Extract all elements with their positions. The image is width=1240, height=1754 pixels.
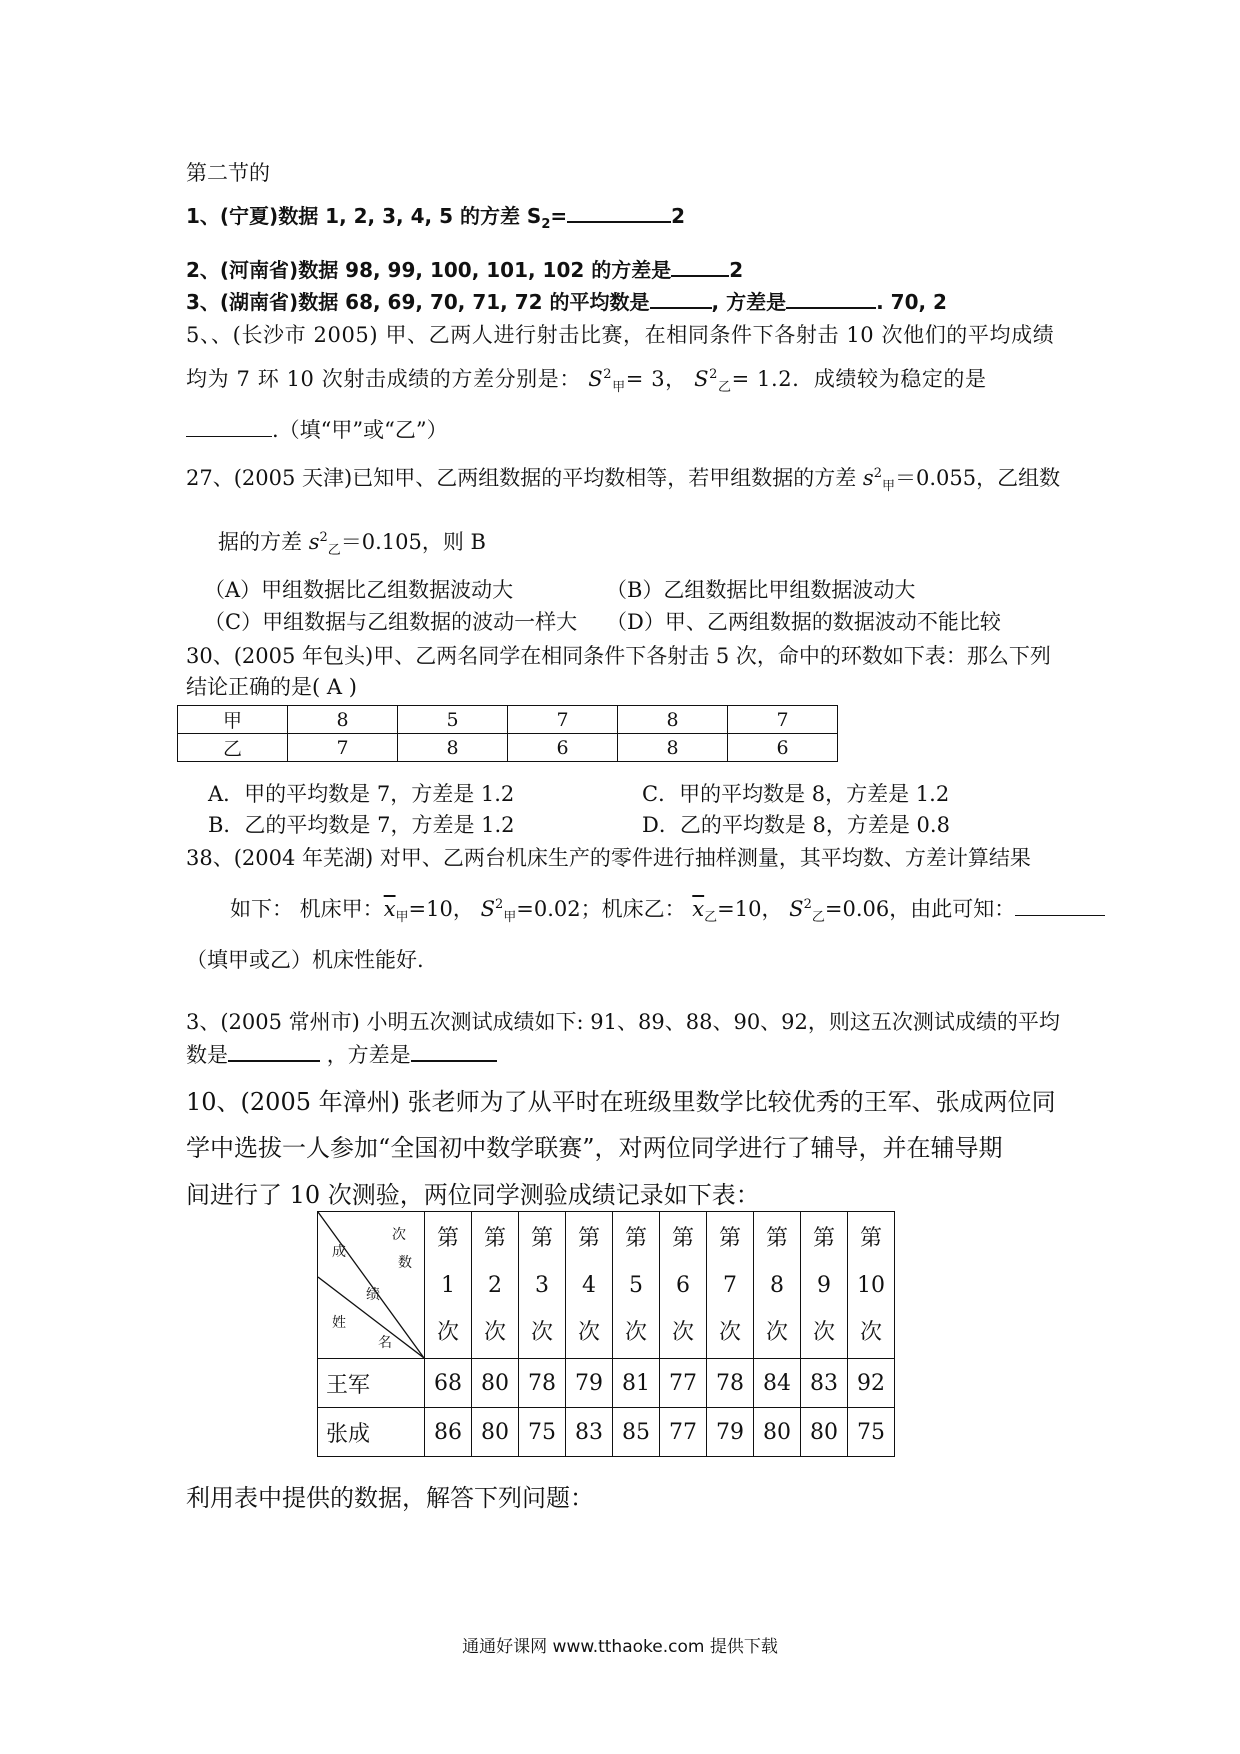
table-cell: 乙 (178, 734, 288, 762)
table-header-row (318, 1212, 895, 1359)
diag-label-shu: 数 (398, 1255, 412, 1271)
question-3b-line2: 数是 ，方差是 (186, 1039, 497, 1069)
page-footer: 通通好课网 www.tthaoke.com 提供下载 (462, 1637, 778, 1657)
diag-label-xing: 姓 (332, 1315, 346, 1331)
test-header: 第 10 次 (848, 1212, 895, 1359)
section-title: 第二节的 (186, 161, 270, 185)
table-row (178, 734, 838, 762)
table-row (318, 1359, 895, 1408)
score-cell: 80 (472, 1359, 519, 1408)
question-27-option-b: （B）乙组数据比甲组数据波动大 (606, 578, 916, 602)
score-cell: 83 (801, 1359, 848, 1408)
score-cell: 81 (613, 1359, 660, 1408)
table-cell: 8 (288, 706, 398, 734)
diag-label-ming: 名 (378, 1335, 392, 1351)
test-header: 第 5 次 (613, 1212, 660, 1359)
question-10-after: 利用表中提供的数据，解答下列问题： (186, 1484, 594, 1512)
test-scores-table (317, 1211, 895, 1457)
question-10-line2: 学中选拔一人参加“全国初中数学联赛”，对两位同学进行了辅导，并在辅导期 (186, 1134, 1003, 1162)
score-cell: 86 (425, 1408, 472, 1457)
score-cell: 80 (472, 1408, 519, 1457)
question-27-line1: 27、(2005 天津)已知甲、乙两组数据的平均数相等，若甲组数据的方差 $s^2_甲=0.055$，乙组数 (186, 466, 1061, 495)
question-5-line3: .（填“甲”或“乙”） (186, 414, 448, 444)
table-cell: 8 (618, 734, 728, 762)
question-27-line2: 据的方差 $s^2_乙=0.105$，则 B (218, 530, 486, 559)
test-header: 第 9 次 (801, 1212, 848, 1359)
student-name: 王军 (318, 1359, 425, 1408)
test-header: 第 8 次 (754, 1212, 801, 1359)
table-cell: 7 (508, 706, 618, 734)
score-cell: 68 (425, 1359, 472, 1408)
question-5-line2: 均为 7 环 10 次射击成绩的方差分别是： $S^2_甲= 3$， $S^2_乙= 1.2$．成绩较为稳定的是 (186, 367, 987, 396)
score-cell: 85 (613, 1408, 660, 1457)
shooting-table (177, 705, 838, 762)
diag-label-cheng: 成 (332, 1244, 346, 1260)
test-header: 第 4 次 (566, 1212, 613, 1359)
table-row (178, 706, 838, 734)
question-3b-line1: 3、(2005 常州市) 小明五次测试成绩如下: 91、89、88、90、92，则这五次测试成绩的平均 (186, 1010, 1060, 1034)
student-name: 张成 (318, 1408, 425, 1457)
table-row (318, 1408, 895, 1457)
table-cell: 甲 (178, 706, 288, 734)
question-30-option-c: C．甲的平均数是 8，方差是 1.2 (642, 782, 950, 806)
question-30-line1: 30、(2005 年包头)甲、乙两名同学在相同条件下各射击 5 次，命中的环数如下表：那么下列 (186, 644, 1051, 668)
score-cell: 84 (754, 1359, 801, 1408)
question-1: 1、(宁夏)数据 1, 2, 3, 4, 5 的方差 $S_2= 2$ (186, 204, 686, 232)
score-cell: 79 (707, 1408, 754, 1457)
question-2: 2、(河南省)数据 98, 99, 100, 101, 102 的方差是 2 (186, 258, 744, 282)
question-5-line1: 5、、(长沙市 2005) 甲、乙两人进行射击比赛，在相同条件下各射击 10 次他们的平均成绩 (186, 323, 1055, 347)
score-cell: 75 (519, 1408, 566, 1457)
question-10-line1: 10、(2005 年漳州) 张老师为了从平时在班级里数学比较优秀的王军、张成两位同 (186, 1088, 1056, 1116)
question-27-option-d: （D）甲、乙两组数据的数据波动不能比较 (606, 610, 1001, 634)
diag-label-ci: 次 (392, 1227, 406, 1243)
table-cell: 8 (618, 706, 728, 734)
question-30-option-b: B．乙的平均数是 7，方差是 1.2 (208, 813, 515, 837)
score-cell: 75 (848, 1408, 895, 1457)
score-cell: 80 (801, 1408, 848, 1457)
question-27-option-c: （C）甲组数据与乙组数据的波动一样大 (204, 610, 578, 634)
test-header: 第 2 次 (472, 1212, 519, 1359)
diagonal-lines (318, 1212, 424, 1358)
question-30-option-d: D．乙的平均数是 8，方差是 0.8 (642, 813, 950, 837)
table-cell: 7 (728, 706, 838, 734)
score-cell: 77 (660, 1359, 707, 1408)
test-header: 第 1 次 (425, 1212, 472, 1359)
question-27-option-a: （A）甲组数据比乙组数据波动大 (204, 578, 514, 602)
test-header: 第 3 次 (519, 1212, 566, 1359)
question-38-line1: 38、(2004 年芜湖) 对甲、乙两台机床生产的零件进行抽样测量，其平均数、方差计算结果 (186, 846, 1031, 870)
test-header: 第 7 次 (707, 1212, 754, 1359)
test-header: 第 6 次 (660, 1212, 707, 1359)
table-cell: 7 (288, 734, 398, 762)
score-cell: 92 (848, 1359, 895, 1408)
score-cell: 80 (754, 1408, 801, 1457)
table-cell: 6 (728, 734, 838, 762)
score-cell: 78 (707, 1359, 754, 1408)
diagonal-header-cell (318, 1212, 425, 1359)
score-cell: 79 (566, 1359, 613, 1408)
question-3: 3、(湖南省)数据 68, 69, 70, 71, 72 的平均数是 , 方差是 . 70, 2 (186, 290, 947, 314)
table-cell: 5 (398, 706, 508, 734)
diag-label-ji: 绩 (366, 1287, 380, 1303)
score-cell: 77 (660, 1408, 707, 1457)
question-38-line3: （填甲或乙）机床性能好. (186, 948, 424, 972)
table-cell: 6 (508, 734, 618, 762)
score-cell: 83 (566, 1408, 613, 1457)
question-30-option-a: A．甲的平均数是 7，方差是 1.2 (208, 782, 515, 806)
question-30-line2: 结论正确的是( A ) (186, 675, 357, 699)
table-cell: 8 (398, 734, 508, 762)
score-cell: 78 (519, 1359, 566, 1408)
question-10-line3: 间进行了 10 次测验，两位同学测验成绩记录如下表： (186, 1181, 760, 1209)
question-38-line2: 如下： 机床甲：$\overline{x}_甲=10$， $S^2_甲=0.02$；机床乙： $\overline{x}_乙=10$， $S^2_乙=0.06$，由此可知： (230, 893, 1105, 925)
